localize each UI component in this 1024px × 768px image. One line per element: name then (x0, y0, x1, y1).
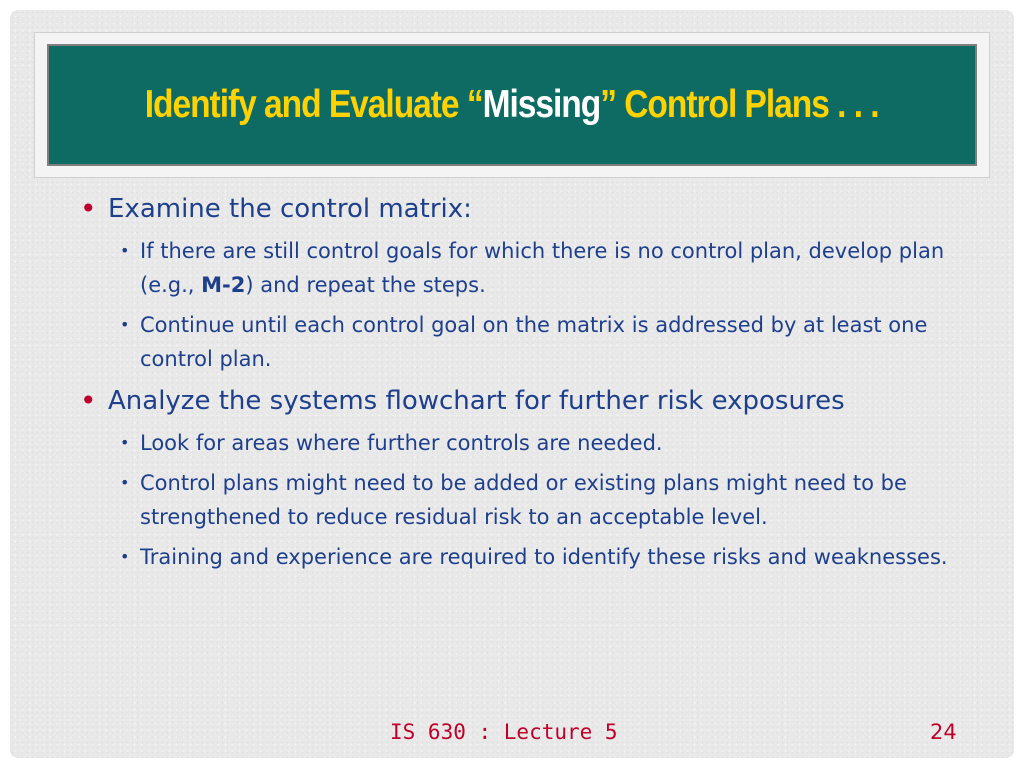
control-plan-ref: M-2 (201, 273, 246, 297)
bullet-text: Examine the control matrix: (108, 194, 472, 224)
sub-bullet-dot-icon: • (120, 241, 130, 260)
title-part-1: Identify and Evaluate “ (145, 83, 483, 126)
bullet-list (80, 190, 970, 580)
title-highlight: Missing (482, 83, 601, 126)
bullet-dot-icon: • (80, 192, 97, 225)
sub-bullet-dot-icon: • (120, 433, 130, 452)
title-frame (34, 32, 990, 178)
slide-title (145, 83, 879, 127)
footer-course-label: IS 630 : Lecture 5 (390, 720, 618, 744)
sub-bullet-text (140, 239, 944, 297)
sub-bullet-text: Look for areas where further controls are needed. (140, 431, 663, 455)
sub-bullet-dot-icon: • (120, 473, 130, 492)
sub-bullet-text: Continue until each control goal on the matrix is addressed by at least one control plan. (140, 313, 928, 371)
sub-bullet-text: Control plans might need to be added or existing plans might need to be strengthened to reduce residual risk to an acceptable level. (140, 471, 907, 529)
sub-bullet-text: Training and experience are required to identify these risks and weaknesses. (140, 545, 948, 569)
sub-bullet-item (80, 426, 970, 460)
title-bar (47, 44, 977, 166)
sub-bullet-item (80, 234, 970, 302)
bullet-item (80, 190, 970, 228)
sub-bullet-dot-icon: • (120, 315, 130, 334)
slide (10, 10, 1014, 758)
page-number: 24 (930, 720, 957, 744)
sub-bullet-item (80, 540, 970, 574)
bullet-item (80, 382, 970, 420)
sub-bullet-item (80, 308, 970, 376)
bullet-text: Analyze the systems flowchart for further risk exposures (108, 386, 845, 416)
sub-bullet-text-part: ) and repeat the steps. (245, 273, 486, 297)
sub-bullet-text-part: If there are still control goals for which there is no control plan, develop plan (e.g., (140, 239, 945, 297)
title-part-2: ” Control Plans . . . (600, 83, 879, 126)
bullet-dot-icon: • (80, 384, 97, 417)
sub-bullet-dot-icon: • (120, 547, 130, 566)
sub-bullet-item (80, 466, 970, 534)
